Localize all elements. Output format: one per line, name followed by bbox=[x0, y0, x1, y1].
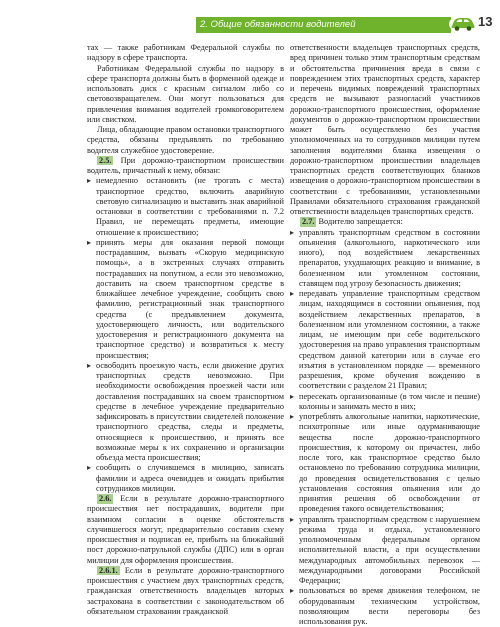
page-header bbox=[0, 0, 500, 34]
list-item: ▸ пересекать организованные (в том числе и пешие) колонны и занимать место в них; bbox=[290, 392, 480, 413]
section-2-7 bbox=[290, 217, 480, 227]
paragraph: ответственности владельцев транспортных средств, вред причинен только этим транспортным средствам и обстоятельства причинения вреда в связи с повреждением этих транспортных средств, характер и перечень видимых повреждений транспортных средств не вызывают разногласий участников дорожно-транспортного происшествия, оформление документов о дорожно-транспортном происшествии может быть осуществлено без участия уполномоченных на то сотрудников милиции путем заполнения водителями бланка извещения о дорожно-транспортном происшествии владельцев транспортных средств соответствующих бланков извещения о дорожно-транспортном происшествии в соответствии с требованиями, установленными Правилами обязательного страхования гражданской ответственности владельцев транспортных средств. bbox=[290, 43, 480, 217]
list-item: ▸ немедленно остановить (не трогать с места) транспортное средство, включить аварийную световую сигнализацию и выставить знак аварийной остановки в соответствии с требованиями п. 7.2 Правил, не перемещать предметы, имеющие отношение к происшествию; bbox=[87, 176, 284, 238]
section-heading-text: При дорожно-транспортном происшествии водитель, причастный к нему, обязан: bbox=[87, 156, 284, 175]
section-2-6-1 bbox=[87, 566, 284, 617]
section-number-badge: 2.6.1. bbox=[97, 566, 120, 576]
section-2-6 bbox=[87, 494, 284, 566]
section-heading-text: Водителю запрещается: bbox=[316, 217, 402, 226]
list-item: ▸ принять меры для оказания первой помощи пострадавшим, вызвать «Скорую медицинскую помощь», а в экстренных случаях отправить пострадавших на попутном, а если это невозможно, доставить на своем транспортном средстве в ближайшее лечебное учреждение, сообщить свою фамилию, регистрационный знак транспортного средства (с предъявлением документа, удостоверяющего личность, или водительского удостоверения и регистрационного документа на транспортное средство) и возвратиться к месту происшествия; bbox=[87, 238, 284, 361]
right-column bbox=[290, 43, 480, 627]
list-item: ▸ передавать управление транспортным средством лицам, находящимся в состоянии опьянения, под воздействием лекарственных препаратов, в болезненном или утомленном состоянии, а также лицам, не имеющим при себе водительского удостоверения на право управления транспортным средством данной категории или в случае его изъятия в установленном порядке — временного разрешения, кроме обучения вождению в соответствии с разделом 21 Правил; bbox=[290, 289, 480, 392]
section-2-5 bbox=[87, 156, 284, 177]
section-text: Если в результате дорожно-транспортного происшествия нет пострадавших, водители при взаимном согласии в оценке обстоятельств случившегося могут, предварительно составив схему происшествия и подписав ее, прибыть на ближайший пост дорожно-патрульной службы (ДПС) или в орган милиции для оформления происшествия. bbox=[87, 494, 284, 565]
chapter-title: 2. Общие обязанности водителей bbox=[200, 17, 355, 33]
paragraph: Лица, обладающие правом остановки транспортного средства, обязаны предъявлять по требованию водителя служебное удостоверение. bbox=[87, 125, 284, 156]
section-text: Если в результате дорожно-транспортного происшествия с участием двух транспортных средств, гражданская ответственность владельцев которых застрахована в соответствии с законодательством об обязательном страховании гражданской bbox=[87, 566, 284, 616]
section-number-badge: 2.7. bbox=[300, 217, 316, 227]
list-item: ▸ сообщить о случившемся в милицию, записать фамилии и адреса очевидцев и ожидать прибытия сотрудников милиции. bbox=[87, 463, 284, 494]
list-item: ▸ управлять транспортным средством в состоянии опьянения (алкогольного, наркотического или иного), под воздействием лекарственных препаратов, ухудшающих реакцию и внимание, в болезненном или утомленном состоянии, ставящем под угрозу безопасность движения; bbox=[290, 228, 480, 290]
obligations-list bbox=[87, 176, 284, 494]
left-column bbox=[87, 43, 284, 617]
list-item: ▸ управлять транспортным средством с нарушением режима труда и отдыха, установленного уполномоченным федеральным органом исполнительной власти, а при осуществлении международных автомобильных перевозок — международными договорами Российской Федерации; bbox=[290, 515, 480, 587]
paragraph: тах — также работникам Федеральной службы по надзору в сфере транспорта. bbox=[87, 43, 284, 64]
page-number: 13 bbox=[478, 14, 492, 29]
list-item: ▸ употреблять алкогольные напитки, наркотические, психотропные или иные одурманивающие вещества после дорожно-транспортного происшествия, к которому он причастен, либо после того, как транспортное средство было остановлено по требованию сотрудника милиции, до проведения освидетельствования с целью установления состояния опьянения или до принятия решения об освобождении от проведения такого освидетельствования; bbox=[290, 412, 480, 515]
paragraph: Работникам Федеральной службы по надзору в сфере транспорта должны быть в форменной одежде и использовать диск с красным сигналом либо со световозвращателем. Они могут пользоваться для привлечения внимания водителей громкоговорителем или свистком. bbox=[87, 64, 284, 126]
section-number-badge: 2.5. bbox=[97, 156, 113, 166]
section-number-badge: 2.6. bbox=[97, 494, 113, 504]
list-item: ▸ пользоваться во время движения телефоном, не оборудованным техническим устройством, позволяющим вести переговоры без использования рук. bbox=[290, 586, 480, 627]
prohibitions-list bbox=[290, 228, 480, 627]
list-item: ▸ освободить проезжую часть, если движение других транспортных средств невозможно. При необходимости освобождения проезжей части или доставления пострадавших на своем транспортном средстве в лечебное учреждение предварительно зафиксировать в присутствии свидетелей положение транспортного средства, следы и предметы, относящиеся к происшествию, и принять все возможные меры к их сохранению и организации объезда места происшествия; bbox=[87, 361, 284, 464]
car-icon bbox=[448, 12, 478, 34]
